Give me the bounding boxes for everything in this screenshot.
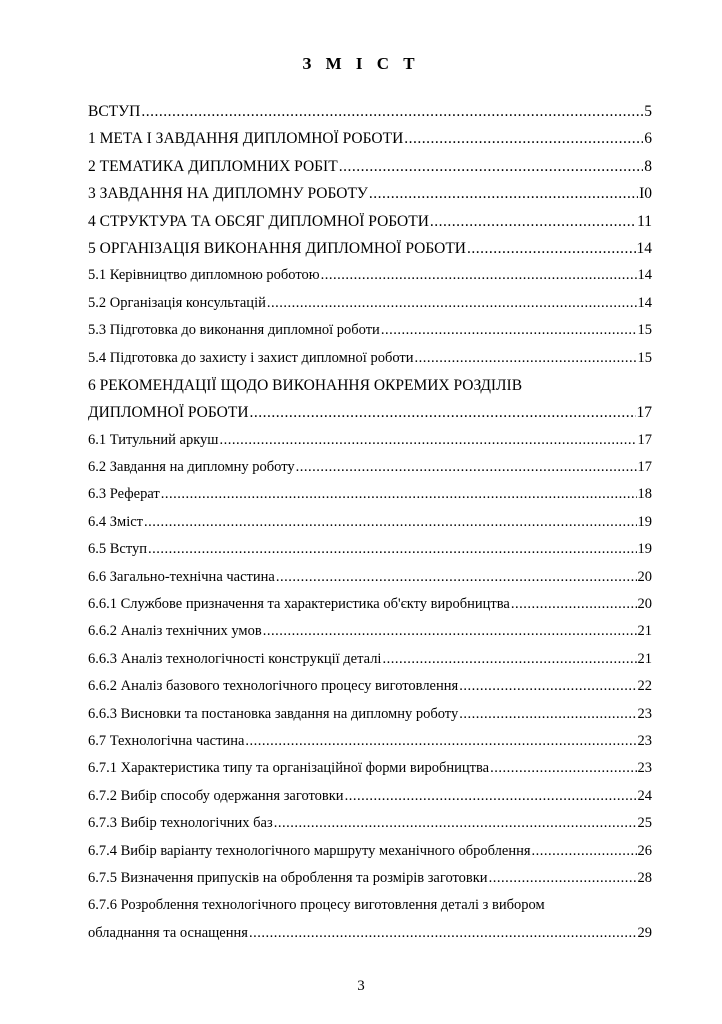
toc-entry-page: 28	[637, 869, 652, 886]
dot-leader	[511, 591, 637, 618]
toc-entry[interactable]	[88, 536, 652, 563]
dot-leader	[274, 810, 637, 837]
toc-entry-page: 24	[637, 787, 652, 804]
toc-entry[interactable]	[88, 345, 652, 372]
toc-entry-label: 6.4 Зміст	[88, 513, 143, 530]
toc-entry-page: 20	[637, 568, 652, 585]
dot-leader	[415, 345, 637, 372]
dot-leader	[382, 646, 636, 673]
toc-entry[interactable]	[88, 646, 652, 673]
toc-entry-page: 23	[637, 732, 652, 749]
dot-leader	[369, 180, 638, 207]
dot-leader	[467, 235, 636, 262]
toc-entry-page: 19	[637, 513, 652, 530]
toc-entry-label: 5.1 Керівництво дипломною роботою	[88, 267, 320, 284]
toc-entry-label: ДИПЛОМНОЇ РОБОТИ	[88, 404, 249, 422]
toc-entry-page: 20	[637, 596, 652, 613]
toc-entry-label: 3 ЗАВДАННЯ НА ДИПЛОМНУ РОБОТУ	[88, 185, 368, 203]
toc-entry-label: 6.3 Реферат	[88, 486, 160, 503]
dot-leader	[245, 728, 636, 755]
page-title: З М І С Т	[302, 54, 420, 73]
toc-entry[interactable]	[88, 838, 652, 865]
toc-entry[interactable]	[88, 701, 652, 728]
toc-entry-page: 14	[637, 294, 652, 311]
toc-entry-label-line1[interactable]: 6.7.6 Розроблення технологічного процесу виготовлення деталі з вибором	[88, 897, 545, 914]
toc-entry-page: 14	[637, 267, 652, 284]
toc-entry-page: 17	[636, 404, 652, 422]
toc-entry[interactable]	[88, 125, 652, 152]
toc-entry[interactable]	[88, 481, 652, 508]
toc-entry-label: 6.5 Вступ	[88, 541, 148, 558]
toc-entry-page: 21	[637, 623, 652, 640]
toc-entry-page: 22	[637, 678, 652, 695]
toc-entry-page: 26	[637, 842, 652, 859]
toc-entry-label: 6.6.1 Службове призначення та характеристика об'єкту виробництва	[88, 596, 510, 613]
dot-leader	[381, 317, 637, 344]
dot-leader	[148, 536, 636, 563]
toc-entry-label-line1[interactable]: 6 РЕКОМЕНДАЦІЇ ЩОДО ВИКОНАННЯ ОКРЕМИХ РОЗДІЛІВ	[88, 376, 523, 394]
page-number: 3	[357, 978, 365, 994]
toc-entry[interactable]	[88, 755, 652, 782]
toc-entry[interactable]	[88, 317, 652, 344]
toc-entry-label: 6.6.3 Аналіз технологічності конструкції деталі	[88, 650, 382, 667]
table-of-contents	[88, 98, 652, 947]
toc-entry[interactable]	[88, 865, 652, 892]
toc-entry-label: 6.7.5 Визначення припусків на оброблення та розмірів заготовки	[88, 869, 488, 886]
toc-entry-page: 15	[637, 322, 652, 339]
dot-leader	[141, 98, 643, 125]
toc-entry[interactable]	[88, 564, 652, 591]
toc-entry[interactable]	[88, 618, 652, 645]
toc-entry[interactable]	[88, 180, 652, 207]
toc-entry-page: 21	[637, 650, 652, 667]
toc-entry-label: 5.4 Підготовка до захисту і захист дипломної роботи	[88, 349, 414, 366]
dot-leader	[430, 208, 636, 235]
dot-leader	[459, 701, 636, 728]
toc-entry-label: 6.7 Технологічна частина	[88, 732, 245, 749]
dot-leader	[404, 125, 643, 152]
dot-leader	[276, 564, 637, 591]
toc-entry-page: 19	[637, 541, 652, 558]
dot-leader	[489, 865, 637, 892]
toc-entry-label: 6.6.2 Аналіз базового технологічного процесу виготовлення	[88, 678, 459, 695]
toc-entry-label: 6.2 Завдання на дипломну роботу	[88, 459, 295, 476]
dot-leader	[459, 673, 636, 700]
toc-entry-label: 6.6.2 Аналіз технічних умов	[88, 623, 262, 640]
toc-entry-label: 6.7.3 Вибір технологічних баз	[88, 815, 273, 832]
toc-entry-label: 5 ОРГАНІЗАЦІЯ ВИКОНАННЯ ДИПЛОМНОЇ РОБОТИ	[88, 239, 466, 257]
toc-entry-label: обладнання та оснащення	[88, 924, 248, 941]
toc-entry[interactable]	[88, 262, 652, 289]
toc-entry[interactable]	[88, 153, 652, 180]
dot-leader	[263, 618, 637, 645]
toc-entry-label: 6.1 Титульний аркуш	[88, 431, 219, 448]
toc-entry-page: 14	[636, 239, 652, 257]
dot-leader	[219, 427, 636, 454]
toc-entry-page: I0	[639, 185, 652, 203]
toc-entry-page: 29	[637, 924, 652, 941]
toc-entry[interactable]	[88, 208, 652, 235]
toc-entry[interactable]	[88, 290, 652, 317]
dot-leader	[249, 920, 637, 947]
toc-entry[interactable]	[88, 427, 652, 454]
dot-leader	[490, 755, 636, 782]
toc-entry-page: 17	[637, 431, 652, 448]
toc-entry[interactable]	[88, 235, 652, 262]
toc-entry-page: 5	[644, 103, 652, 120]
toc-entry-label: 6.7.4 Вибір варіанту технологічного маршруту механічного оброблення	[88, 842, 531, 859]
toc-entry[interactable]	[88, 509, 652, 536]
toc-entry[interactable]	[88, 920, 652, 947]
dot-leader	[345, 783, 637, 810]
toc-entry-label: 2 ТЕМАТИКА ДИПЛОМНИХ РОБІТ	[88, 157, 338, 175]
toc-entry-label: 6.7.1 Характеристика типу та організаційної форми виробництва	[88, 760, 490, 777]
toc-entry[interactable]	[88, 728, 652, 755]
dot-leader	[250, 399, 636, 426]
toc-entry-page: 23	[637, 760, 652, 777]
dot-leader	[339, 153, 644, 180]
toc-entry[interactable]	[88, 454, 652, 481]
toc-entry[interactable]	[88, 591, 652, 618]
dot-leader	[161, 481, 637, 508]
toc-entry-page: 15	[637, 349, 652, 366]
toc-entry-label: 6.6.3 Висновки та постановка завдання на дипломну роботу	[88, 705, 459, 722]
toc-entry[interactable]	[88, 783, 652, 810]
toc-entry-page: 6	[644, 130, 652, 148]
toc-entry-page: 17	[637, 459, 652, 476]
dot-leader	[532, 838, 637, 865]
toc-entry-label: 1 МЕТА І ЗАВДАННЯ ДИПЛОМНОЇ РОБОТИ	[88, 130, 404, 148]
dot-leader	[267, 290, 637, 317]
toc-entry[interactable]	[88, 673, 652, 700]
toc-entry-page: 25	[637, 815, 652, 832]
toc-entry-label: 5.2 Організація консультацій	[88, 294, 266, 311]
toc-entry[interactable]	[88, 399, 652, 426]
dot-leader	[144, 509, 637, 536]
toc-entry-label: 6.7.2 Вибір способу одержання заготовки	[88, 787, 344, 804]
toc-entry-label: ВСТУП	[88, 103, 141, 120]
toc-entry-label: 6.6 Загально-технічна частина	[88, 568, 275, 585]
toc-entry-page: 11	[637, 212, 652, 230]
toc-entry-label: 5.3 Підготовка до виконання дипломної роботи	[88, 322, 380, 339]
dot-leader	[321, 262, 637, 289]
toc-entry[interactable]	[88, 98, 652, 125]
toc-entry[interactable]	[88, 810, 652, 837]
toc-entry-label: 4 СТРУКТУРА ТА ОБСЯГ ДИПЛОМНОЇ РОБОТИ	[88, 212, 429, 230]
toc-entry-page: 23	[637, 705, 652, 722]
dot-leader	[296, 454, 637, 481]
toc-entry-page: 18	[637, 486, 652, 503]
toc-entry-page: 8	[644, 157, 652, 175]
